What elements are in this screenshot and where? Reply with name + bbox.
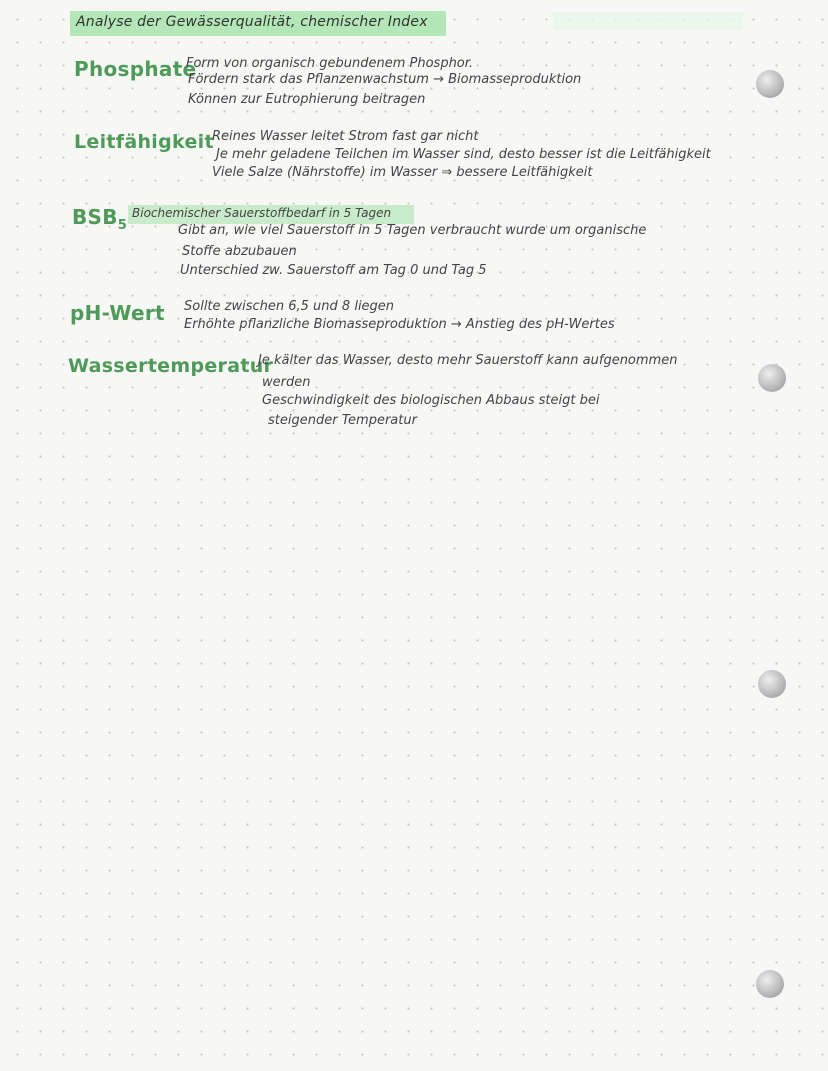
phosphate-line-2: Fördern stark das Pflanzenwachstum → Biomasseproduktion bbox=[188, 72, 582, 87]
heading-bsb-subscript: 5 bbox=[117, 218, 128, 233]
binder-hole-4 bbox=[756, 970, 784, 998]
bsb-line-3: Unterschied zw. Sauerstoff am Tag 0 und Tag 5 bbox=[180, 263, 487, 278]
binder-hole-2 bbox=[758, 364, 786, 392]
heading-phosphate: Phosphate bbox=[74, 57, 197, 81]
heading-leitfaehigkeit: Leitfähigkeit bbox=[74, 131, 214, 153]
leitfaehigkeit-line-1: Reines Wasser leitet Strom fast gar nicht bbox=[212, 129, 479, 144]
binder-hole-1 bbox=[756, 70, 784, 98]
binder-hole-3 bbox=[758, 670, 786, 698]
heading-bsb5 bbox=[72, 205, 127, 233]
bsb-subtitle: Biochemischer Sauerstoffbedarf in 5 Tagen bbox=[132, 206, 392, 220]
leitfaehigkeit-line-3: Viele Salze (Nährstoffe) im Wasser ⇒ bessere Leitfähigkeit bbox=[212, 165, 593, 180]
page-title: Analyse der Gewässerqualität, chemischer Index bbox=[76, 14, 428, 30]
heading-ph-wert: pH-Wert bbox=[70, 301, 165, 325]
wassertemperatur-line-1: Je kälter das Wasser, desto mehr Sauerstoff kann aufgenommen bbox=[258, 353, 678, 368]
leitfaehigkeit-line-2: Je mehr geladene Teilchen im Wasser sind, desto besser ist die Leitfähigkeit bbox=[216, 147, 711, 162]
bsb-line-1: Gibt an, wie viel Sauerstoff in 5 Tagen verbraucht wurde um organische bbox=[178, 223, 647, 238]
ph-line-1: Sollte zwischen 6,5 und 8 liegen bbox=[184, 299, 395, 314]
bsb-line-2: Stoffe abzubauen bbox=[182, 244, 297, 259]
ph-line-2: Erhöhte pflanzliche Biomasseproduktion → Anstieg des pH-Wertes bbox=[184, 317, 615, 332]
phosphate-line-3: Können zur Eutrophierung beitragen bbox=[188, 92, 426, 107]
faint-highlight-mark bbox=[553, 12, 743, 30]
heading-wassertemperatur: Wassertemperatur bbox=[68, 355, 274, 377]
wassertemperatur-line-2: werden bbox=[262, 375, 311, 390]
phosphate-line-1: Form von organisch gebundenem Phosphor. bbox=[186, 56, 474, 71]
wassertemperatur-line-3: Geschwindigkeit des biologischen Abbaus steigt bei bbox=[262, 393, 600, 408]
wassertemperatur-line-4: steigender Temperatur bbox=[268, 413, 417, 428]
heading-bsb-text: BSB bbox=[72, 205, 118, 229]
